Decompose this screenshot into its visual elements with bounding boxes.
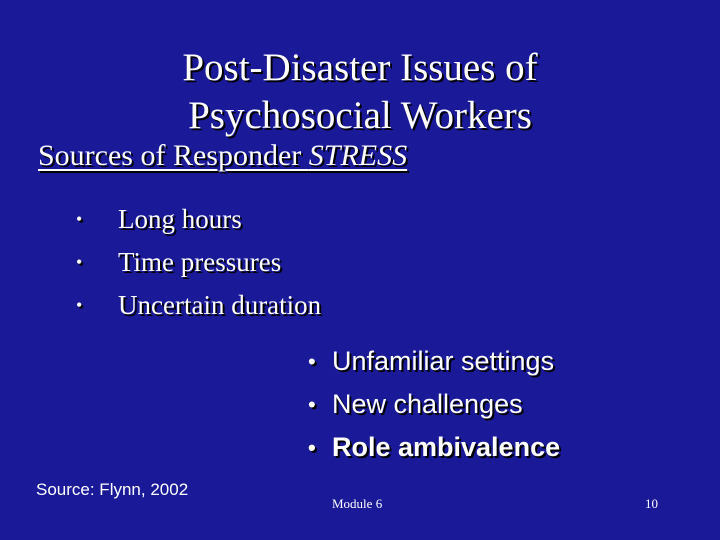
slide-subtitle	[38, 138, 407, 174]
title-line-1: Post-Disaster Issues of	[182, 46, 538, 89]
list-item-text: Time pressures	[118, 247, 282, 277]
left-bullet-list	[76, 198, 321, 327]
subtitle-emphasis: STRESS	[308, 139, 408, 172]
list-item	[308, 426, 560, 469]
subtitle-prefix: Sources of Responder	[38, 139, 309, 172]
list-item-text: Unfamiliar settings	[332, 346, 555, 376]
bullet-icon: •	[308, 349, 316, 374]
bullet-icon: •	[76, 295, 83, 315]
list-item-text: Role ambivalence	[332, 432, 561, 462]
footer-module-label: Module 6	[332, 496, 383, 511]
list-item	[308, 340, 560, 383]
source-citation: Source: Flynn, 2002	[36, 480, 189, 499]
bullet-icon: •	[308, 392, 316, 417]
right-bullet-list	[308, 340, 560, 469]
list-item	[76, 284, 321, 327]
list-item-text: Long hours	[118, 204, 242, 234]
list-item-text: New challenges	[332, 389, 523, 419]
list-item	[76, 241, 321, 284]
bullet-icon: •	[76, 209, 83, 229]
title-line-2: Psychosocial Workers	[188, 94, 532, 137]
list-item-text: Uncertain duration	[118, 290, 322, 320]
bullet-icon: •	[308, 435, 316, 460]
bullet-icon: •	[76, 252, 83, 272]
page-number: 10	[645, 496, 658, 511]
list-item	[308, 383, 560, 426]
list-item	[76, 198, 321, 241]
slide-title	[100, 44, 620, 140]
